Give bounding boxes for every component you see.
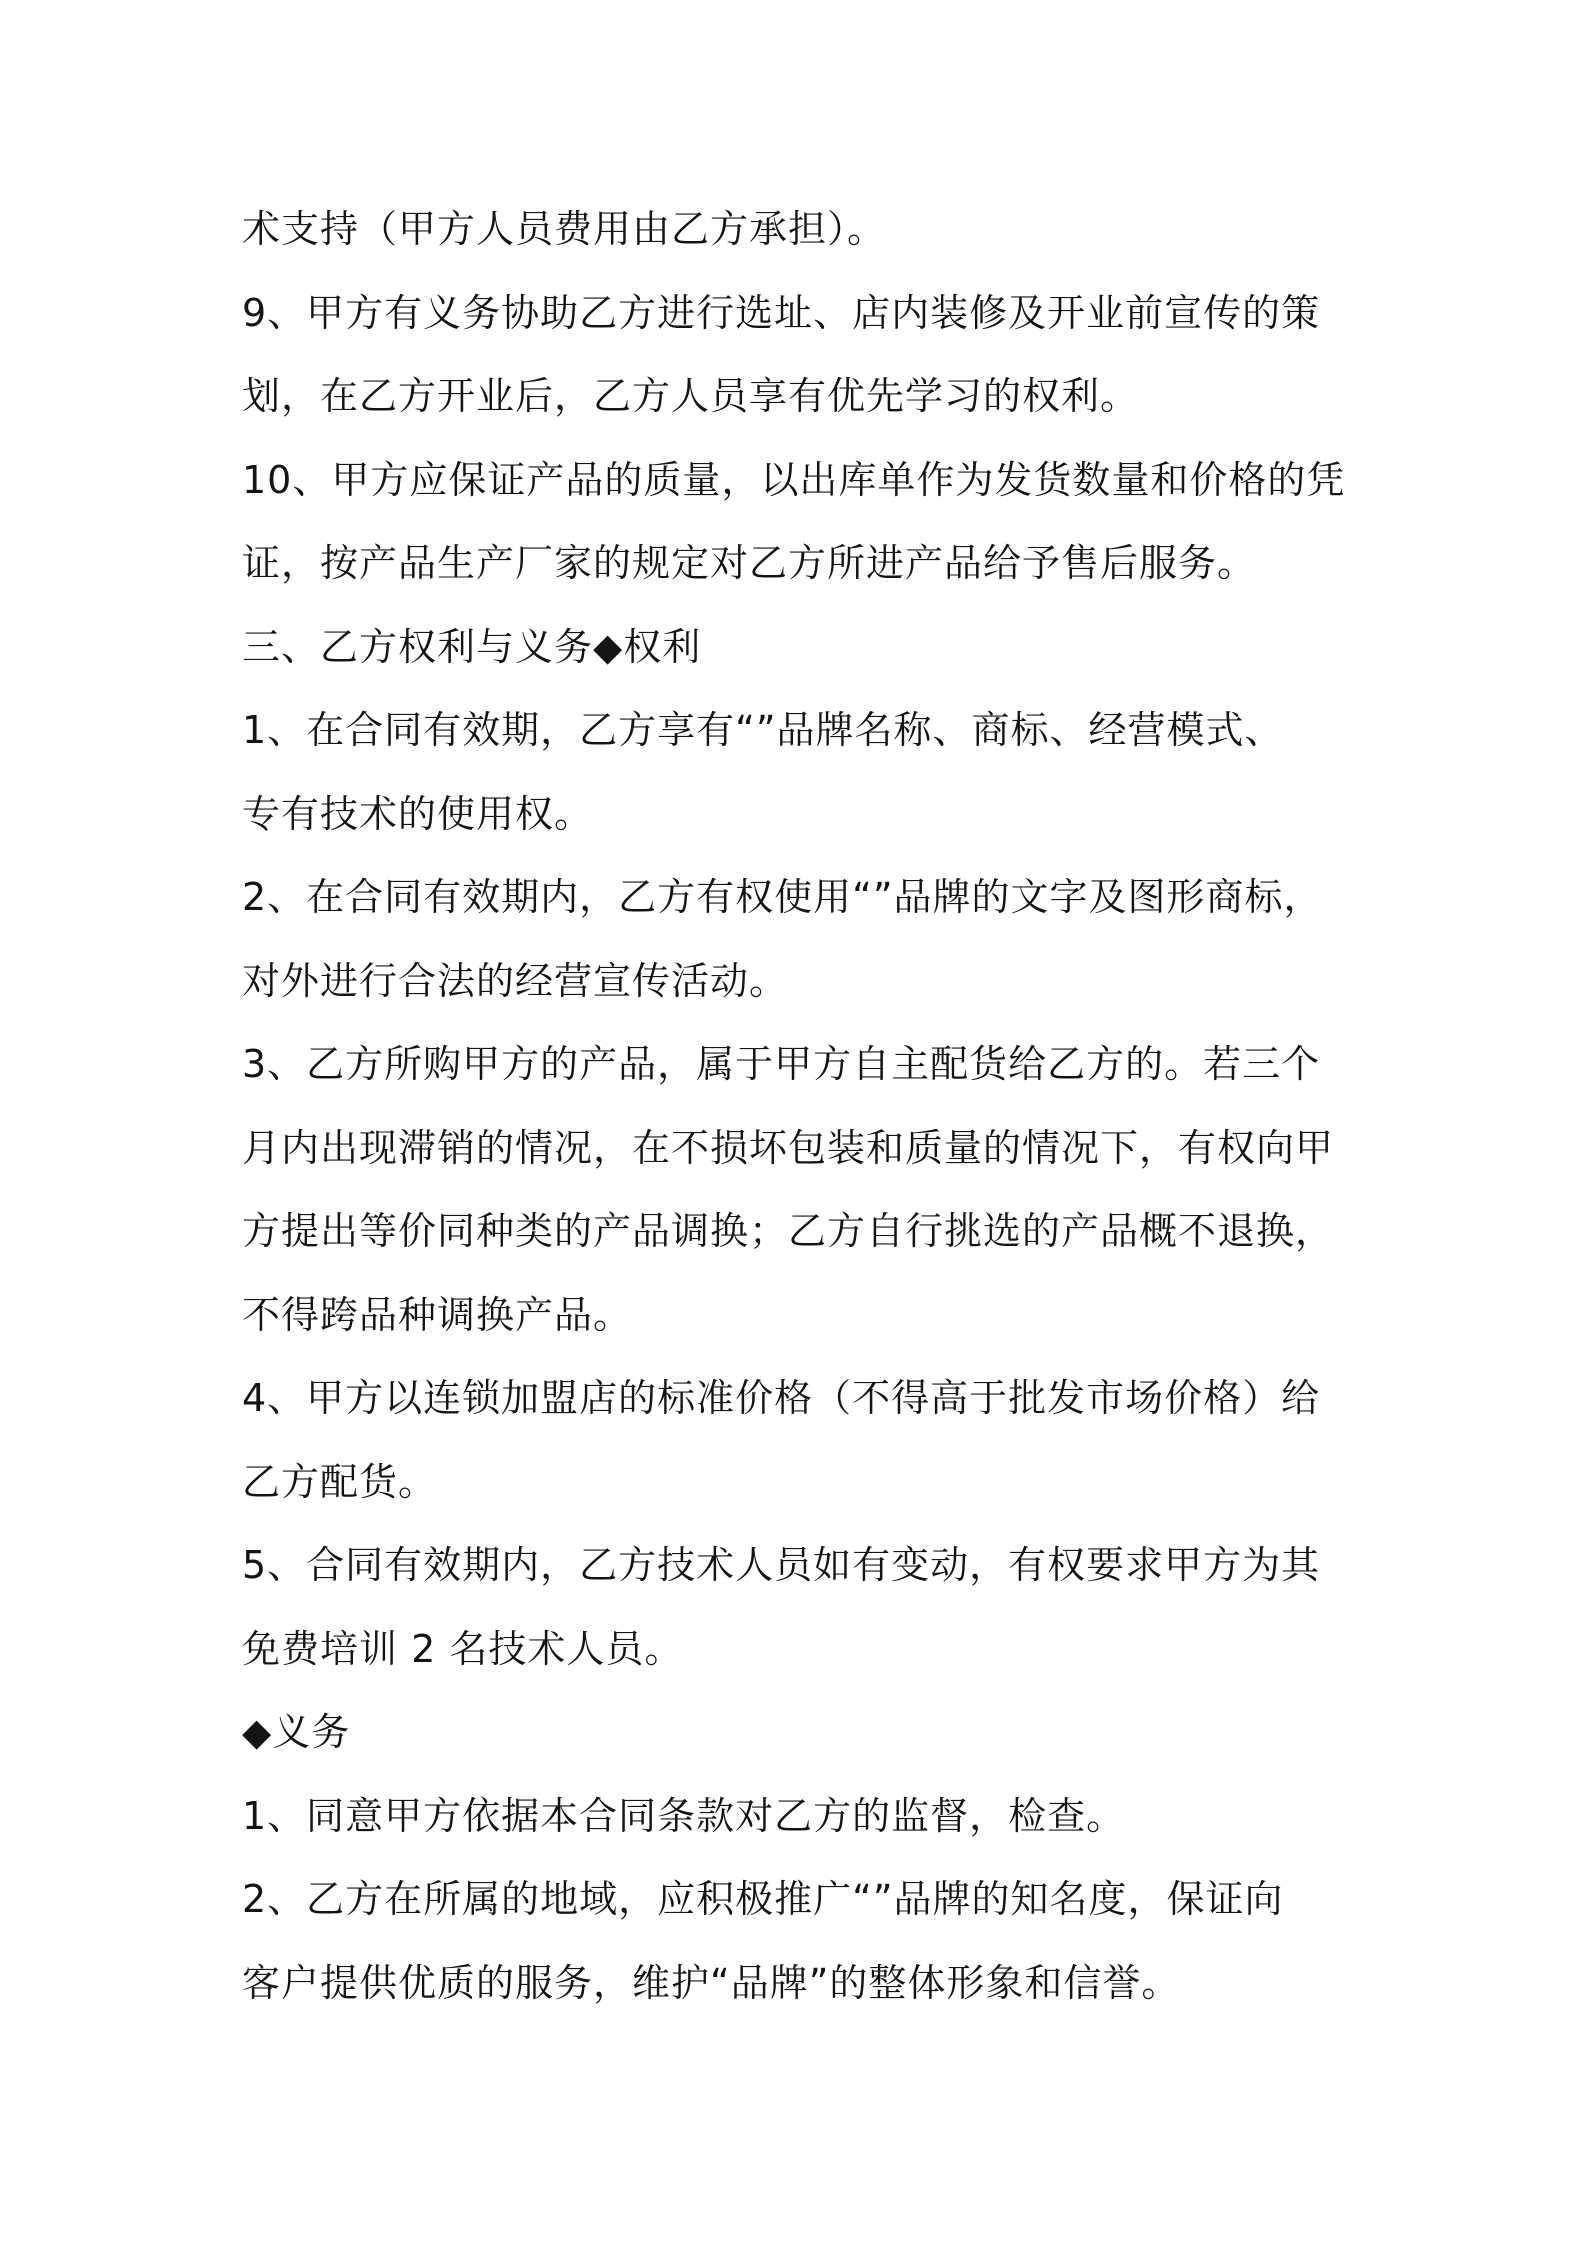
text-line: 术支持（甲方人员费用由乙方承担）。	[242, 207, 887, 251]
text-line: 3、乙方所购甲方的产品，属于甲方自主配货给乙方的。若三个	[242, 1042, 1321, 1086]
text-line: 乙方配货。	[242, 1459, 438, 1504]
text-line: 1、在合同有效期，乙方享有“”品牌名称、商标、经营模式、	[242, 708, 1284, 752]
text-line: 不得跨品种调换产品。	[242, 1292, 633, 1337]
text-line: 2、在合同有效期内，乙方有权使用“”品牌的文字及图形商标，	[242, 875, 1323, 919]
text-line: 划，在乙方开业后，乙方人员享有优先学习的权利。	[242, 374, 1140, 418]
subsection-heading: ◆义务	[242, 1710, 351, 1754]
section-heading: 三、乙方权利与义务◆权利	[242, 624, 702, 669]
text-line: 2、乙方在所属的地域，应积极推广“”品牌的知名度，保证向	[242, 1877, 1284, 1921]
text-line: 免费培训 2 名技术人员。	[242, 1626, 684, 1671]
text-line: 对外进行合法的经营宣传活动。	[242, 958, 789, 1003]
text-line: 月内出现滞销的情况，在不损坏包装和质量的情况下，有权向甲	[242, 1125, 1335, 1170]
text-line: 客户提供优质的服务，维护“品牌”的整体形象和信誉。	[242, 1960, 1181, 2005]
text-line: 4、甲方以连锁加盟店的标准价格（不得高于批发市场价格）给	[242, 1376, 1321, 1420]
text-line: 10、甲方应保证产品的质量，以出库单作为发货数量和价格的凭	[242, 457, 1346, 502]
text-line: 1、同意甲方依据本合同条款对乙方的监督，检查。	[242, 1793, 1126, 1838]
text-line: 5、合同有效期内，乙方技术人员如有变动，有权要求甲方为其	[242, 1543, 1321, 1587]
document-text	[242, 188, 1362, 2025]
text-line: 专有技术的使用权。	[242, 791, 594, 836]
text-line: 证，按产品生产厂家的规定对乙方所进产品给予售后服务。	[242, 541, 1257, 585]
text-line: 方提出等价同种类的产品调换；乙方自行挑选的产品概不退换，	[242, 1209, 1335, 1253]
text-line: 9、甲方有义务协助乙方进行选址、店内装修及开业前宣传的策	[242, 290, 1321, 335]
